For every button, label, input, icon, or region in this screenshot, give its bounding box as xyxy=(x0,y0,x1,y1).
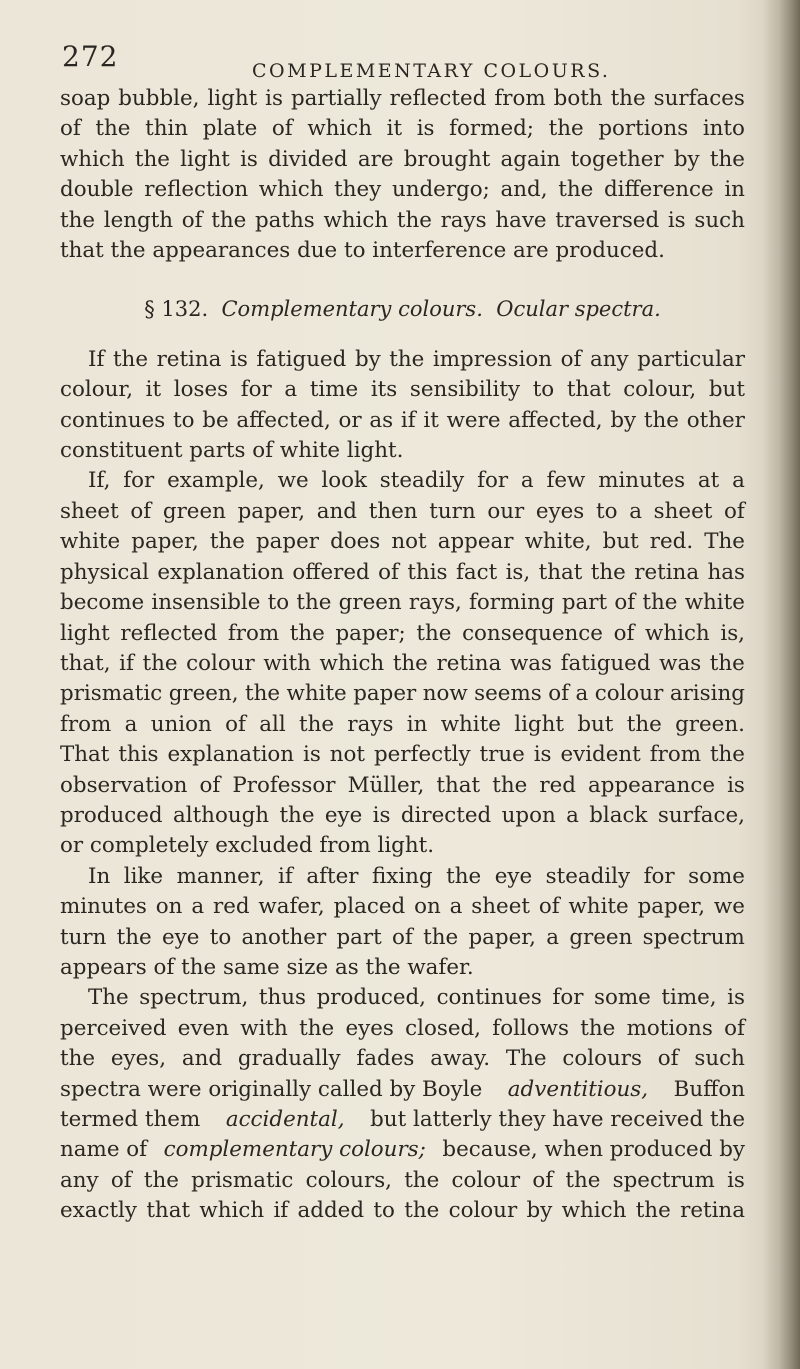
text-line: prismatic green, the white paper now seems of a colour arising xyxy=(60,681,745,707)
text-line: which the light is divided are brought again together by the xyxy=(60,146,745,172)
text-line: perceived even with the eyes closed, follows the motions of xyxy=(60,1015,745,1041)
paragraph-4 xyxy=(60,983,745,1226)
text-line: minutes on a red wafer, placed on a sheet of white paper, we xyxy=(60,894,745,920)
section-title-part1: Complementary colours. xyxy=(221,297,483,322)
text-line: appears of the same size as the wafer. xyxy=(60,954,474,980)
paragraph-2 xyxy=(60,466,745,861)
text-line: the eyes, and gradually fades away. The colours of such xyxy=(60,1046,745,1072)
text-line: from a union of all the rays in white light but the green. xyxy=(60,711,745,737)
text-line: soap bubble, light is partially reflected from both the surfaces xyxy=(60,86,745,111)
page-number: 272 xyxy=(62,40,119,73)
text-line: continues to be affected, or as if it were affected, by the other xyxy=(60,407,745,433)
text-line: If, for example, we look steadily for a few minutes at a xyxy=(88,468,745,494)
section-number: § 132. xyxy=(144,297,209,322)
italic-term: adventitious, xyxy=(507,1076,649,1102)
text-line: that, if the colour with which the retina was fatigued was the xyxy=(60,650,745,676)
paragraph-1 xyxy=(60,345,745,467)
paragraph-3 xyxy=(60,862,745,984)
paragraph-intro xyxy=(60,84,745,266)
text-line: If the retina is fatigued by the impression of any particular xyxy=(88,346,745,372)
text-line: any of the prismatic colours, the colour of the spectrum is xyxy=(60,1167,745,1193)
text-line: The spectrum, thus produced, continues for some time, is xyxy=(88,985,745,1011)
italic-term: accidental, xyxy=(225,1107,345,1132)
text-line-mixed: spectra were originally called by Boyle adventitious, Buffon xyxy=(60,1075,745,1105)
running-head: COMPLEMENTARY COLOURS. xyxy=(252,60,611,82)
text-line: become insensible to the green rays, forming part of the white xyxy=(60,590,745,616)
italic-term: complementary colours; xyxy=(163,1137,426,1163)
text-line: light reflected from the paper; the consequence of which is, xyxy=(60,620,745,646)
text-line: colour, it loses for a time its sensibility to that colour, but xyxy=(60,377,745,403)
text-line: produced although the eye is directed upon a black surface, xyxy=(60,802,745,828)
text-line: the length of the paths which the rays have traversed is such xyxy=(60,207,745,233)
page-gutter-shadow xyxy=(762,0,800,1369)
page-header xyxy=(62,40,760,80)
text-line: or completely excluded from light. xyxy=(60,833,435,859)
text-line: That this explanation is not perfectly true is evident from the xyxy=(60,742,745,768)
section-title-part2: Ocular spectra. xyxy=(496,297,661,322)
text-line: that the appearances due to interference are produced. xyxy=(60,238,665,264)
text-line: constituent parts of white light. xyxy=(60,438,404,464)
text-line: sheet of green paper, and then turn our eyes to a sheet of xyxy=(60,498,745,524)
text-line: white paper, the paper does not appear white, but red. The xyxy=(60,529,745,555)
text-line: of the thin plate of which it is formed; the portions into xyxy=(60,116,745,142)
section-heading xyxy=(60,294,745,324)
text-line-mixed: termed them accidental, but latterly they have received the xyxy=(60,1105,745,1135)
text-line: observation of Professor Müller, that the red appearance is xyxy=(60,772,745,798)
text-line: physical explanation offered of this fact is, that the retina has xyxy=(60,559,745,585)
text-line: turn the eye to another part of the paper, a green spectrum xyxy=(60,924,745,950)
body-text xyxy=(60,84,745,1227)
text-line-mixed: name of complementary colours; because, when produced by xyxy=(60,1135,745,1165)
text-line: In like manner, if after fixing the eye steadily for some xyxy=(88,863,745,889)
text-line: exactly that which if added to the colour by which the retina xyxy=(60,1198,745,1224)
text-line: double reflection which they undergo; and, the difference in xyxy=(60,177,745,203)
